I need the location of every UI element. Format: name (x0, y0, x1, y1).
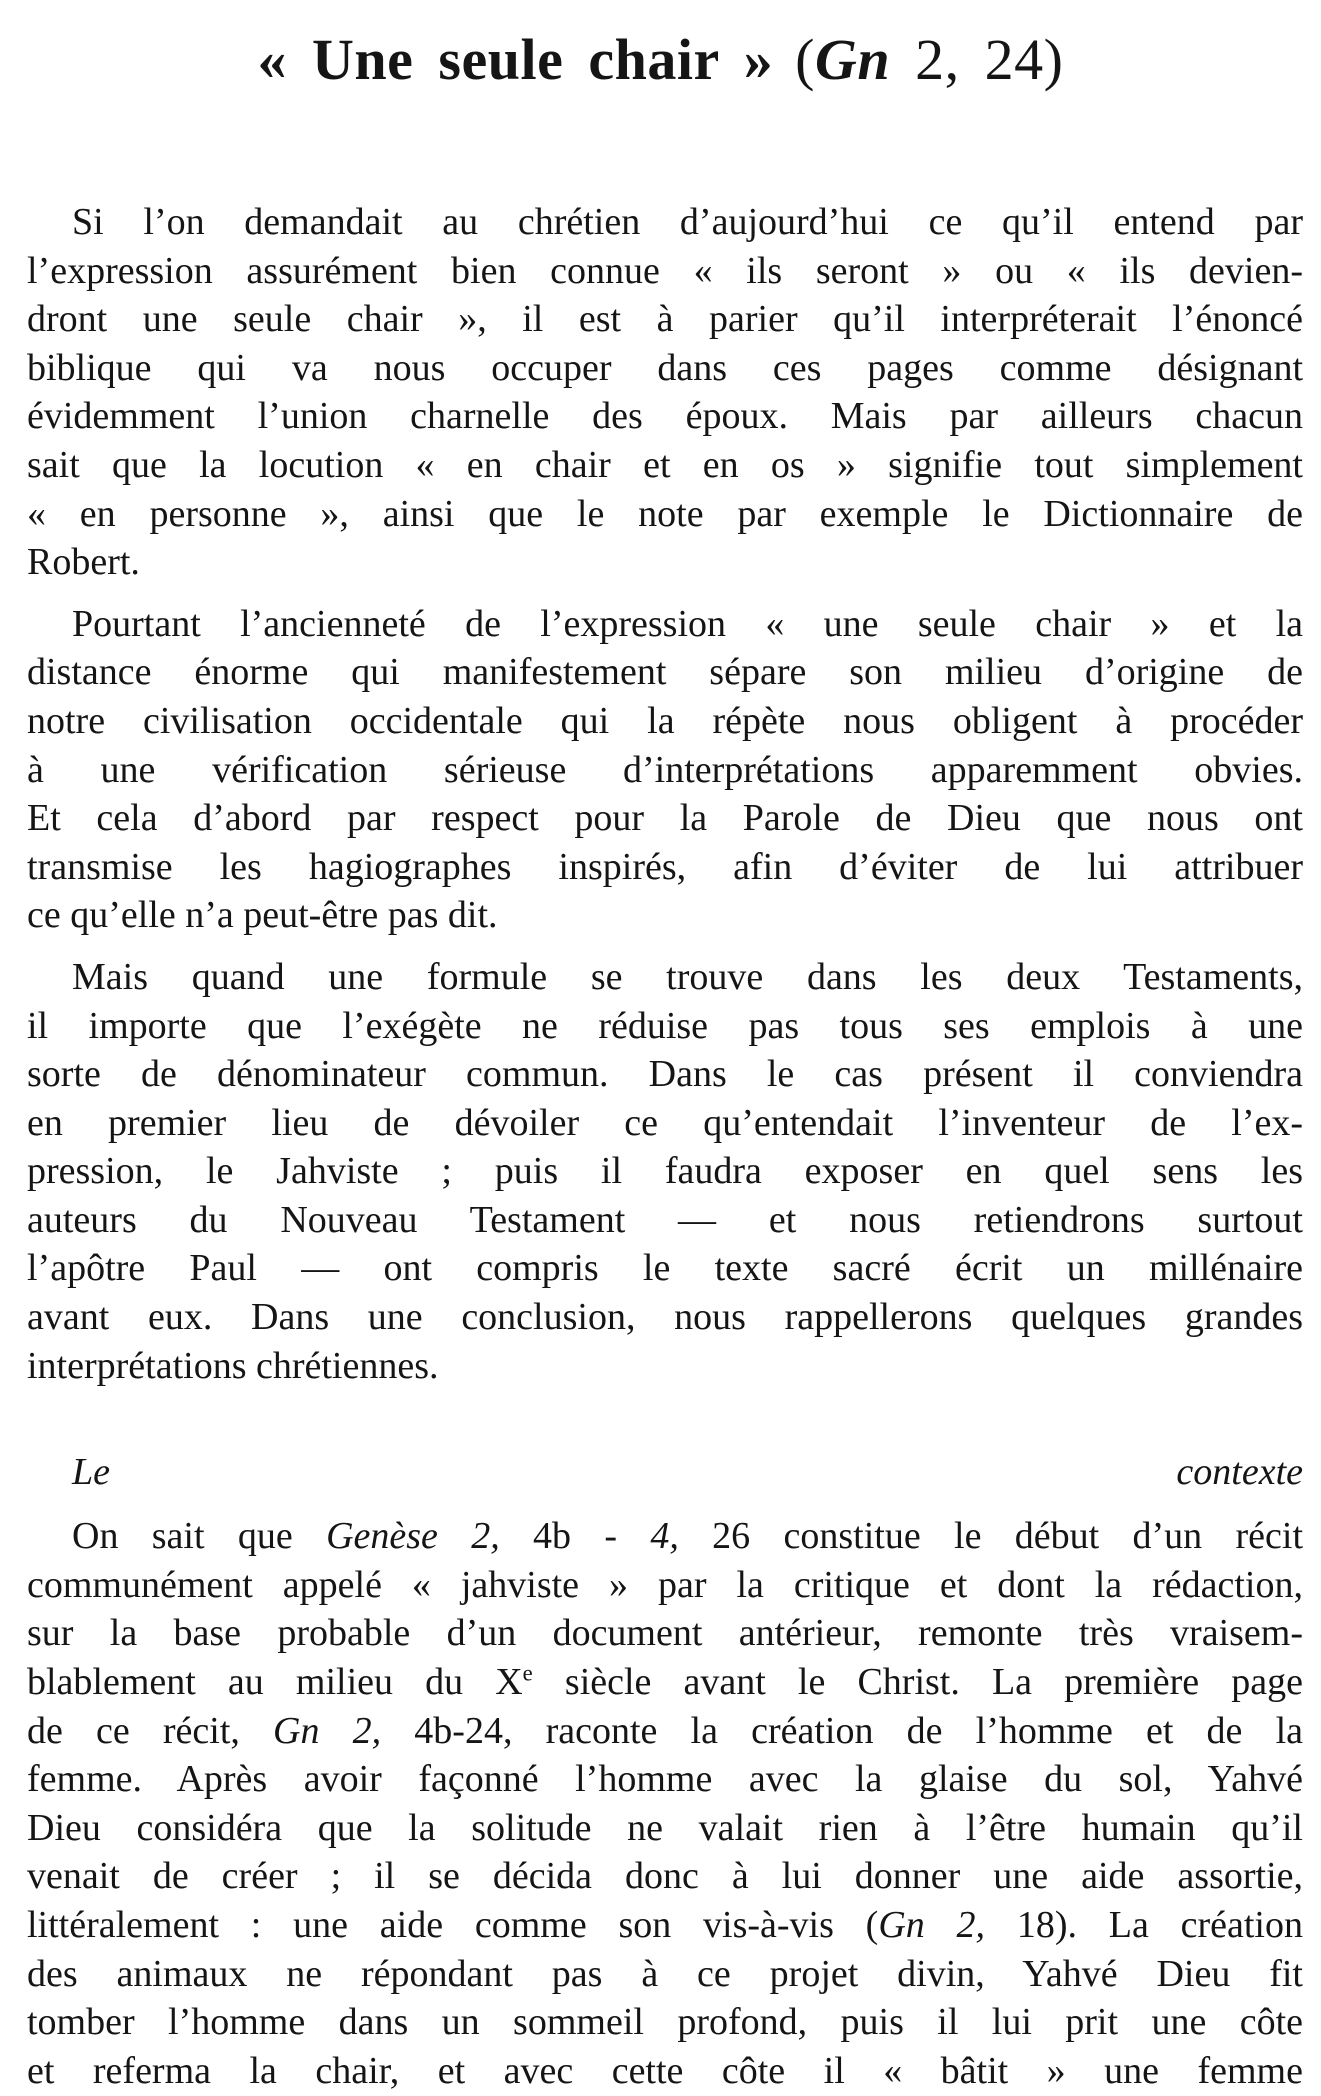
text-line: pression, le Jahviste ; puis il faudra exposer en quel sens les (27, 1150, 1303, 1193)
text-line: l’apôtre Paul — ont compris le texte sacré écrit un millénaire (27, 1247, 1303, 1290)
text-line: ce qu’elle n’a peut-être pas dit. (27, 894, 498, 937)
text-line: femme. Après avoir façonné l’homme avec la glaise du sol, Yahvé (27, 1758, 1303, 1801)
text-line: et referma la chair, et avec cette côte il « bâtit » une femme (27, 2049, 1303, 2092)
text-line: en premier lieu de dévoiler ce qu’entendait l’inventeur de l’ex- (27, 1101, 1303, 1144)
text-line: sait que la locution « en chair et en os » signifie tout simplement (27, 443, 1303, 486)
text-line: « en personne », ainsi que le note par exemple le Dictionnaire de (27, 492, 1303, 535)
title-main: « Une seule chair » (257, 27, 774, 92)
text-line: dront une seule chair », il est à parier qu’il interpréterait l’énoncé (27, 298, 1303, 341)
title-reference: (Gn 2, 24) (795, 27, 1064, 92)
section-heading: Le contexte (72, 1451, 1303, 1494)
text-line: venait de créer ; il se décida donc à lui donner une aide assortie, (27, 1855, 1303, 1898)
text-line: Mais quand une formule se trouve dans les deux Testaments, (72, 955, 1303, 998)
text-line: Si l’on demandait au chrétien d’aujourd’hui ce qu’il entend par (72, 201, 1303, 243)
text-line: Pourtant l’ancienneté de l’expression « une seule chair » et la (72, 602, 1303, 645)
text-line: il importe que l’exégète ne réduise pas tous ses emplois à une (27, 1004, 1303, 1047)
text-line: Dieu considéra que la solitude ne valait rien à l’être humain qu’il (27, 1806, 1303, 1849)
text-line: auteurs du Nouveau Testament — et nous retiendrons surtout (27, 1198, 1303, 1241)
text-line: blablement au milieu du Xe siècle avant le Christ. La première page (27, 1660, 1304, 1704)
text-line: sur la base probable d’un document antérieur, remonte très vraisem- (27, 1612, 1303, 1655)
text-line: interprétations chrétiennes. (27, 1344, 439, 1387)
text-line: Robert. (27, 541, 140, 584)
text-line: évidemment l’union charnelle des époux. Mais par ailleurs chacun (27, 395, 1303, 438)
text-line: sorte de dénominateur commun. Dans le cas présent il conviendra (27, 1053, 1303, 1096)
body-text (27, 198, 1303, 2096)
paragraph-4 (27, 1512, 1303, 2095)
text-line: transmise les hagiographes inspirés, afin d’éviter de lui attribuer (27, 845, 1303, 888)
text-line: distance énorme qui manifestement sépare son milieu d’origine de (27, 651, 1303, 694)
text-line: communément appelé « jahviste » par la critique et dont la rédaction, (27, 1563, 1303, 1606)
text-line: l’expression assurément bien connue « ils seront » ou « ils devien- (27, 249, 1303, 292)
text-line: tomber l’homme dans un sommeil profond, puis il lui prit une côte (27, 2001, 1303, 2044)
paragraph-3 (27, 953, 1303, 1390)
paragraph-2 (27, 600, 1303, 940)
text-line: On sait que Genèse 2, 4b - 4, 26 constitue le début d’un récit (72, 1515, 1304, 1558)
text-line: avant eux. Dans une conclusion, nous rappellerons quelques grandes (27, 1296, 1303, 1339)
text-line: littéralement : une aide comme son vis-à-vis (Gn 2, 18). La création (27, 1904, 1303, 1946)
text-line: de ce récit, Gn 2, 4b-24, raconte la création de l’homme et de la (27, 1709, 1303, 1752)
text-line: Et cela d’abord par respect pour la Parole de Dieu que nous ont (27, 797, 1303, 840)
title-book-abbrev: Gn (814, 27, 891, 92)
page-title (0, 24, 1321, 96)
text-line: des animaux ne répondant pas à ce projet divin, Yahvé Dieu fit (27, 1952, 1303, 1995)
paragraph-1 (27, 198, 1303, 587)
text-line: notre civilisation occidentale qui la répète nous obligent à procéder (27, 699, 1303, 742)
text-line: à une vérification sérieuse d’interprétations apparemment obvies. (27, 748, 1303, 791)
text-line: biblique qui va nous occuper dans ces pages comme désignant (27, 346, 1303, 389)
